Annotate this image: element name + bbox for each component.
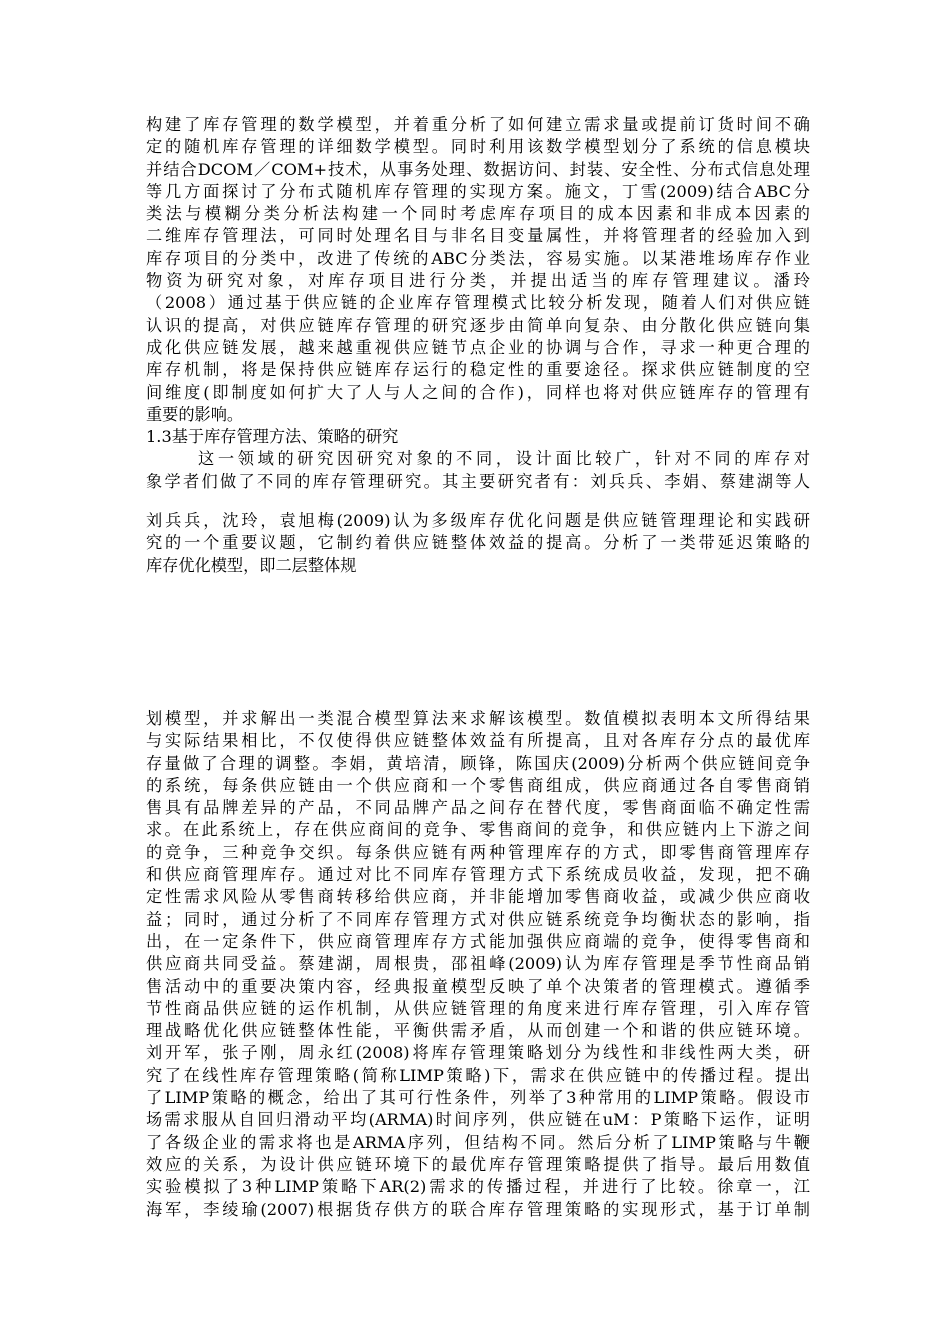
text-line: 刘开军，张子刚，周永红(2008)将库存管理策略划分为线性和非线性两大类，研 — [146, 1043, 810, 1063]
text-line: 了LIMP策略的概念，给出了其可行性条件，列举了3种常用的LIMP策略。假设市 — [146, 1088, 810, 1108]
text-line: 售活动中的重要决策内容，经典报童模型反映了单个决策者的管理模式。遵循季 — [146, 976, 810, 996]
text-block-bottom — [146, 708, 810, 1221]
text-line: 场需求服从自回归滑动平均(ARMA)时间序列，供应链在uM：P策略下运作，证明 — [146, 1110, 810, 1130]
text-line: 节性商品供应链的运作机制，从供应链管理的角度来进行库存管理，引入库存管 — [146, 998, 810, 1018]
text-block-top — [146, 114, 810, 493]
text-line: 认识的提高，对供应链库存管理的研究逐步由简单向复杂、由分散化供应链向集 — [146, 315, 810, 335]
text-line: 库存机制，将是保持供应链库存运行的稳定性的重要途径。探求供应链制度的空 — [146, 360, 810, 380]
text-line: 究了在线性库存管理策略(简称LIMP策略)下，需求在供应链中的传播过程。提出 — [146, 1065, 810, 1085]
text-line: 理战略优化供应链整体性能，平衡供需矛盾，从而创建一个和谐的供应链环境。 — [146, 1021, 810, 1041]
text-block-middle — [146, 510, 810, 577]
text-line: 构建了库存管理的数学模型，并着重分析了如何建立需求量或提前订货时间不确 — [146, 115, 810, 134]
text-line: 划模型，并求解出一类混合模型算法来求解该模型。数值模拟表明本文所得结果 — [146, 709, 810, 728]
text-line: 定的随机库存管理的详细数学模型。同时利用该数学模型划分了系统的信息模块 — [146, 137, 810, 157]
text-line: 海军，李绫瑜(2007)根据货存供方的联合库存管理策略的实现形式，基于订单制 — [146, 1199, 810, 1219]
text-line: 库存项目的分类中，改进了传统的ABC分类法，容易实施。以某港堆场库存作业 — [146, 248, 810, 268]
text-line: 等几方面探讨了分布式随机库存管理的实现方案。施文，丁雪(2009)结合ABC分 — [146, 181, 810, 201]
text-line: 效应的关系，为设计供应链环境下的最优库存管理策略提供了指导。最后用数值 — [146, 1154, 810, 1174]
text-line: 并结合DCOM／COM+技术，从事务处理、数据访问、封装、安全性、分布式信息处理 — [146, 159, 810, 179]
section-heading: 1.3基于库存管理方法、策略的研究 — [146, 427, 399, 447]
text-line: 成化供应链发展，越来越重视供应链节点企业的协调与合作，寻求一种更合理的 — [146, 337, 810, 357]
text-line: 二维库存管理法，可同时处理名目与非名目变量属性，并将管理者的经验加入到 — [146, 226, 810, 246]
text-line: 求。在此系统上，存在供应商间的竞争、零售商间的竞争，和供应链内上下游之间 — [146, 820, 810, 840]
text-line: 定性需求风险从零售商转移给供应商，并非能增加零售商收益，或减少供应商收 — [146, 887, 810, 907]
text-line: 这一领域的研究因研究对象的不同，设计面比较广，针对不同的库存对 — [198, 449, 810, 469]
text-line: 物资为研究对象，对库存项目进行分类，并提出适当的库存管理建议。潘玲 — [146, 271, 810, 291]
text-line: 益；同时，通过分析了不同库存管理方式对供应链系统竞争均衡状态的影响，指 — [146, 909, 810, 929]
text-line: 售具有品牌差异的产品，不同品牌产品之间存在替代度，零售商面临不确定性需 — [146, 798, 810, 818]
text-line: 和供应商管理库存。通过对比不同库存管理方式下系统成员收益，发现，把不确 — [146, 865, 810, 885]
text-line: （2008）通过基于供应链的企业库存管理模式比较分析发现，随着人们对供应链 — [146, 293, 810, 313]
text-line: 供应商共同受益。蔡建湖，周根贵，邵祖峰(2009)认为库存管理是季节性商品销 — [146, 954, 810, 974]
text-line: 出，在一定条件下，供应商管理库存方式能加强供应商端的竞争，使得零售商和 — [146, 931, 810, 951]
text-line: 的系统，每条供应链由一个供应商和一个零售商组成，供应商通过各自零售商销 — [146, 775, 810, 795]
text-line: 类法与模糊分类分析法构建一个同时考虑库存项目的成本因素和非成本因素的 — [146, 204, 810, 224]
text-line: 库存优化模型，即二层整体规 — [146, 555, 357, 575]
text-line: 间维度(即制度如何扩大了人与人之间的合作)，同样也将对供应链库存的管理有 — [146, 382, 810, 402]
text-line: 存量做了合理的调整。李娟，黄培清，顾锋，陈国庆(2009)分析两个供应链间竞争 — [146, 753, 810, 773]
text-line: 究的一个重要议题，它制约着供应链整体效益的提高。分析了一类带延迟策略的 — [146, 533, 810, 553]
text-line: 的竞争，三种竞争交织。每条供应链有两种管理库存的方式，即零售商管理库存 — [146, 842, 810, 862]
text-line: 了各级企业的需求将也是ARMA序列，但结构不同。然后分析了LIMP策略与牛鞭 — [146, 1132, 810, 1152]
text-line: 实验模拟了3种LIMP策略下AR(2)需求的传播过程，并进行了比较。徐章一，江 — [146, 1177, 810, 1197]
text-line: 象学者们做了不同的库存管理研究。其主要研究者有：刘兵兵、李娟、蔡建湖等人 — [146, 471, 810, 491]
text-line: 与实际结果相比，不仅使得供应链整体效益有所提高，且对各库存分点的最优库 — [146, 731, 810, 751]
text-line: 刘兵兵，沈玲，袁旭梅(2009)认为多级库存优化问题是供应链管理理论和实践研 — [146, 511, 810, 530]
text-line: 重要的影响。 — [146, 404, 244, 424]
